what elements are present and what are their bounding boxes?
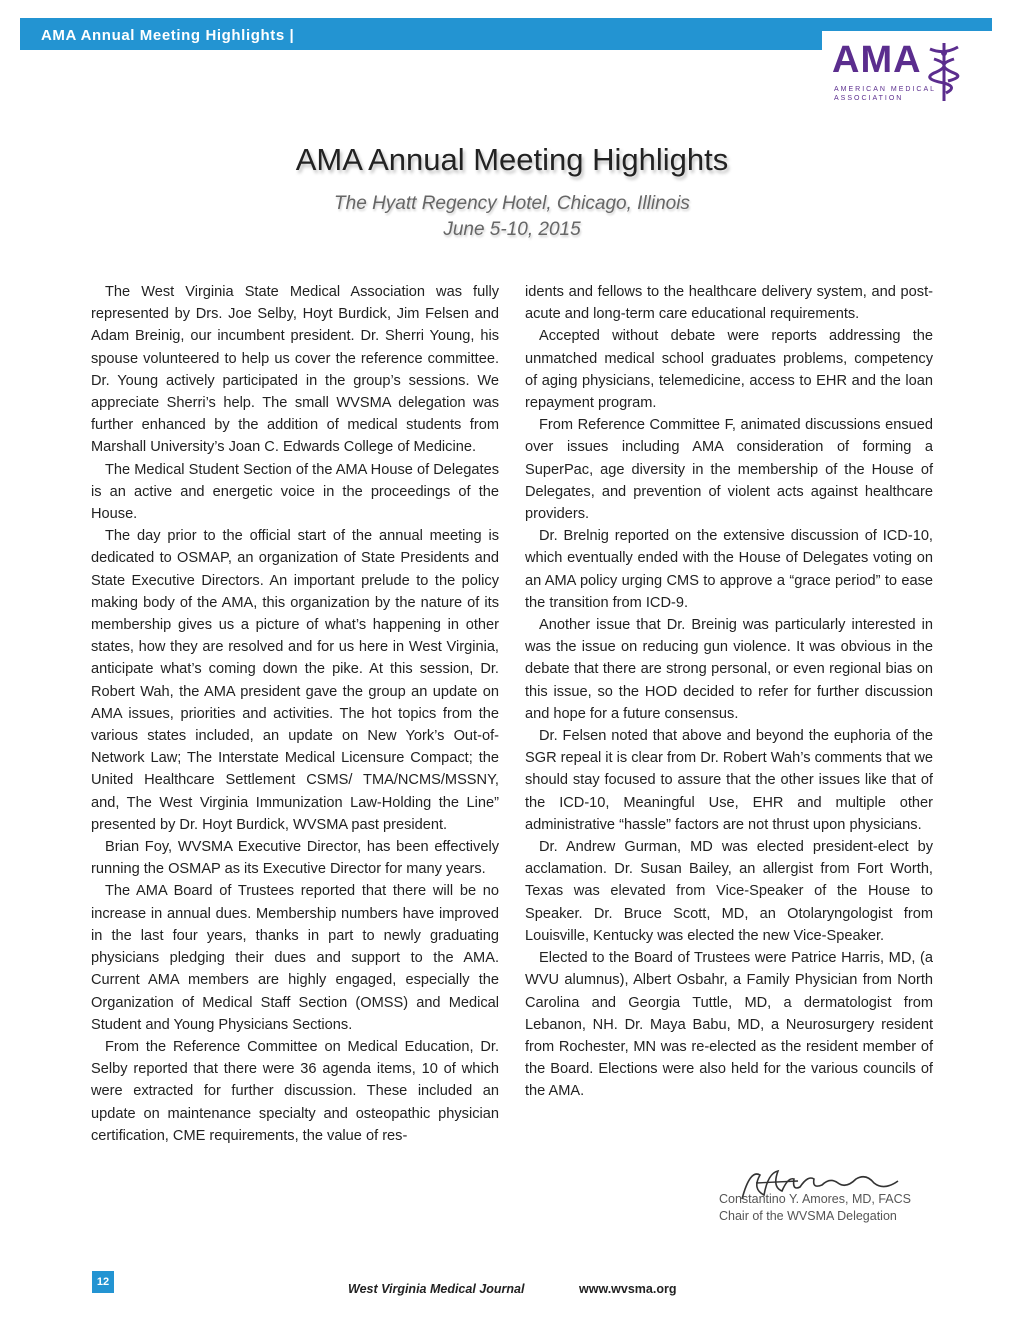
logo-subtext: AMERICAN MEDICAL ASSOCIATION — [834, 86, 936, 102]
paragraph: Accepted without debate were reports addressing the unmatched medical school graduates problems, competency of aging physicians, telemedicine, access to EHR and the loan repayment program. — [525, 328, 933, 412]
footer-journal: West Virginia Medical Journal — [348, 1282, 525, 1296]
article-title: AMA Annual Meeting Highlights — [295, 142, 729, 177]
header-title: AMA Annual Meeting Highlights | — [41, 27, 295, 44]
article-subtitle-dates: June 5-10, 2015 — [443, 219, 581, 240]
signature-name: Constantino Y. Amores, MD, FACS — [719, 1192, 911, 1206]
page-number: 12 — [92, 1271, 114, 1293]
paragraph: Dr. Andrew Gurman, MD was elected president-elect by acclamation. Dr. Susan Bailey, an allergist from Fort Worth, Texas was elevated from Vice-Speaker of the House to Speaker. Dr. Bruce Scott, MD, an Otolaryngologist from Louisville, Kentucky was elected the new Vice-Speaker. — [525, 839, 933, 944]
paragraph: The day prior to the official start of the annual meeting is dedicated to OSMAP, an organization of State Presidents and State Executive Directors. An important prelude to the policy making body of the AMA, this organization by the nature of its membership gives us a picture of what’s happening in other states, how they are resolved and for us here in West Virginia, anticipate what’s coming down the pike. At this session, Dr. Robert Wah, the AMA president gave the group an update on AMA issues, priorities and activities. The hot topics from the various states included, an update on New York’s Out-of-Network Law; The Interstate Medical Licensure Compact; the United Healthcare Settlement CSMS/ TMA/NCMS/MSSNY, and, The West Virginia Immunization Law-Holding the Line” presented by Dr. Hoyt Burdick, WVSMA past president. — [91, 528, 499, 833]
caduceus-icon — [924, 41, 964, 103]
paragraph: The West Virginia State Medical Association was fully represented by Drs. Joe Selby, Hoyt Burdick, Jim Felsen and Adam Breinig, our incumbent president. Dr. Sherri Young, his spouse volunteered to help us cover the reference committee. Dr. Young actively participated in the group’s sessions. We appreciate Sherri’s help. The small WVSMA delegation was further enhanced by the addition of medical students from Marshall University’s Joan C. Edwards College of Medicine. — [91, 284, 499, 456]
paragraph: Elected to the Board of Trustees were Patrice Harris, MD, (a WVU alumnus), Albert Osbahr, a Family Physician from North Carolina and Georgia Tuttle, MD, a dermatologist from Lebanon, NH. Dr. Maya Babu, MD, a Neurosurgery resident from Rochester, MN was re-elected as the resident member of the Board. Elections were also held for the various councils of the AMA. — [525, 950, 933, 1100]
paragraph-continuation: idents and fellows to the healthcare delivery system, and post-acute and long-term care educational requirements. — [525, 284, 933, 323]
paragraph: Brian Foy, WVSMA Executive Director, has been effectively running the OSMAP as its Executive Director for many years. — [91, 839, 499, 878]
left-column — [91, 281, 499, 1147]
paragraph: Dr. Brelnig reported on the extensive discussion of ICD-10, which eventually ended with the House of Delegates voting on an AMA policy urging CMS to approve a “grace period” to ease the transition from ICD-9. — [525, 528, 933, 611]
paragraph: The Medical Student Section of the AMA House of Delegates is an active and energetic voice in the proceedings of the House. — [91, 461, 499, 523]
article-subtitle-location: The Hyatt Regency Hotel, Chicago, Illinois — [334, 193, 690, 214]
paragraph: From Reference Committee F, animated discussions ensued over issues including AMA consideration of forming a SuperPac, age diversity in the membership of the House of Delegates, and prevention of violent acts against healthcare providers. — [525, 417, 933, 523]
ama-logo — [822, 31, 992, 109]
paragraph: From the Reference Committee on Medical Education, Dr. Selby reported that there were 36 agenda items, 10 of which were extracted for further discussion. These included an update on maintenance specialty and osteopathic physician certification, CME requirements, the value of res- — [91, 1038, 499, 1144]
signature-title: Chair of the WVSMA Delegation — [719, 1209, 897, 1223]
footer-url[interactable]: www.wvsma.org — [579, 1282, 677, 1296]
paragraph: The AMA Board of Trustees reported that there will be no increase in annual dues. Membership numbers have improved in the last four years, thanks in part to newly graduating physicians pledging their dues and support to the AMA. Current AMA members are highly engaged, especially the Organization of Medical Staff Section (OMSS) and Medical Student and Young Physicians Sections. — [91, 883, 499, 1033]
paragraph: Another issue that Dr. Breinig was particularly interested in was the issue on reducing gun violence. It was obvious in the debate that there are strong personal, or even regional bias on this issue, so the HOD decided to refer for further discussion and hope for a future consensus. — [525, 617, 933, 722]
right-column — [525, 281, 933, 1103]
logo-wordmark: AMA — [832, 39, 922, 81]
paragraph: Dr. Felsen noted that above and beyond the euphoria of the SGR repeal it is clear from Dr. Robert Wah’s comments that we should stay focused to assure that the other issues like that of the ICD-10, Meaningful Use, EHR and multiple other administrative “hassle” factors are not thrust upon physicians. — [525, 728, 933, 833]
